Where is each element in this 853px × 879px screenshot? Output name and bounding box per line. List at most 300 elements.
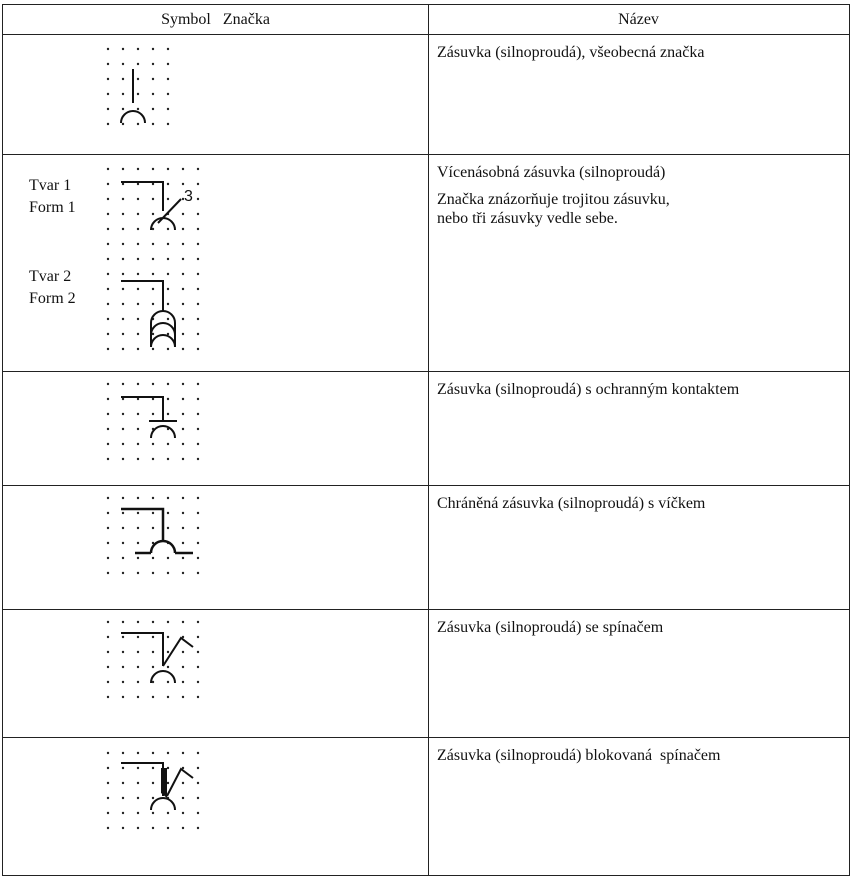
grid-dot: [137, 651, 139, 653]
grid-dot: [107, 228, 109, 230]
grid-dot: [107, 497, 109, 499]
grid-dot: [137, 78, 139, 80]
grid-dot: [152, 348, 154, 350]
grid-dot: [107, 78, 109, 80]
grid-dot: [167, 108, 169, 110]
grid-dot: [107, 123, 109, 125]
grid-dot: [197, 333, 199, 335]
grid-dot: [182, 243, 184, 245]
grid-dot: [152, 93, 154, 95]
grid-dot: [152, 303, 154, 305]
grid-dot: [107, 398, 109, 400]
grid-dot: [182, 288, 184, 290]
table-row: [3, 738, 849, 875]
grid-dot: [152, 572, 154, 574]
grid-dot: [197, 527, 199, 529]
grid-dot: [122, 168, 124, 170]
grid-dot: [182, 696, 184, 698]
grid-dot: [107, 752, 109, 754]
grid-dot: [167, 782, 169, 784]
grid-dot: [107, 621, 109, 623]
grid-dot: [122, 398, 124, 400]
grid-dot: [167, 93, 169, 95]
grid-dot: [167, 696, 169, 698]
grid-dot: [182, 318, 184, 320]
grid-dot: [137, 303, 139, 305]
grid-dot: [182, 213, 184, 215]
form2-de: Form 2: [29, 290, 76, 307]
grid-dot: [152, 183, 154, 185]
grid-dot: [122, 797, 124, 799]
grid-dot: [122, 428, 124, 430]
form1-de: Form 1: [29, 199, 76, 216]
grid-dot: [182, 621, 184, 623]
grid-dot: [107, 827, 109, 829]
grid-dot: [182, 398, 184, 400]
grid-dot: [167, 303, 169, 305]
grid-dot: [152, 557, 154, 559]
grid-dot: [197, 666, 199, 668]
grid-dot: [137, 383, 139, 385]
grid-dot: [182, 681, 184, 683]
grid-dot: [137, 258, 139, 260]
grid-dot: [122, 527, 124, 529]
grid-dot: [137, 198, 139, 200]
grid-dot: [107, 651, 109, 653]
grid-dot: [197, 228, 199, 230]
grid-dot: [167, 752, 169, 754]
grid-dot: [182, 512, 184, 514]
grid-dot: [182, 572, 184, 574]
grid-dot: [167, 812, 169, 814]
grid-dot: [152, 198, 154, 200]
grid-dot: [182, 651, 184, 653]
grid-dot: [197, 198, 199, 200]
grid-dot: [107, 782, 109, 784]
grid-dot: [137, 497, 139, 499]
header-symbol: Symbol Značka: [161, 11, 270, 28]
socket-general-symbol: [3, 35, 428, 155]
multiple-socket-symbol: [3, 155, 428, 372]
grid-dot: [137, 93, 139, 95]
symbol-cell: [3, 35, 428, 154]
grid-dot: [197, 497, 199, 499]
grid-dot: [152, 458, 154, 460]
grid-dot: [152, 827, 154, 829]
table-row: [3, 155, 849, 372]
grid-dot: [137, 443, 139, 445]
grid-dot: [182, 428, 184, 430]
grid-dot: [182, 258, 184, 260]
grid-dot: [137, 398, 139, 400]
grid-dot: [182, 273, 184, 275]
grid-dot: [122, 413, 124, 415]
table-row: [3, 35, 849, 155]
grid-dot: [122, 303, 124, 305]
symbol-cell: [3, 738, 428, 875]
grid-dot: [182, 752, 184, 754]
grid-dot: [152, 666, 154, 668]
grid-dot: [197, 782, 199, 784]
grid-dot: [167, 228, 169, 230]
grid-dot: [167, 168, 169, 170]
table-row: [3, 372, 849, 486]
grid-dot: [122, 696, 124, 698]
grid-dot: [167, 318, 169, 320]
grid-dot: [107, 213, 109, 215]
grid-dot: [107, 557, 109, 559]
grid-dot: [107, 93, 109, 95]
grid-dot: [107, 413, 109, 415]
grid-dot: [122, 542, 124, 544]
grid-dot: [152, 333, 154, 335]
grid-dot: [152, 273, 154, 275]
grid-dot: [197, 458, 199, 460]
grid-dot: [122, 636, 124, 638]
grid-dot: [152, 228, 154, 230]
grid-dot: [137, 228, 139, 230]
grid-dot: [122, 666, 124, 668]
grid-dot: [152, 123, 154, 125]
grid-dot: [197, 428, 199, 430]
grid-dot: [152, 108, 154, 110]
grid-dot: [167, 666, 169, 668]
grid-dot: [197, 557, 199, 559]
symbol-name: Vícenásobná zásuvka (silnoproudá): [437, 164, 666, 181]
grid-dot: [107, 168, 109, 170]
grid-dot: [197, 696, 199, 698]
grid-dot: [152, 48, 154, 50]
grid-dot: [122, 333, 124, 335]
grid-dot: [122, 458, 124, 460]
grid-dot: [167, 48, 169, 50]
grid-dot: [167, 497, 169, 499]
grid-dot: [137, 782, 139, 784]
grid-dot: [122, 318, 124, 320]
grid-dot: [107, 428, 109, 430]
grid-dot: [152, 78, 154, 80]
grid-dot: [122, 93, 124, 95]
grid-dot: [152, 782, 154, 784]
grid-dot: [107, 458, 109, 460]
grid-dot: [152, 752, 154, 754]
grid-dot: [122, 243, 124, 245]
symbol-name: Chráněná zásuvka (silnoproudá) s víčkem: [437, 495, 706, 512]
grid-dot: [137, 48, 139, 50]
description-cell: [437, 618, 841, 645]
form1-cz: Tvar 1: [29, 177, 72, 194]
symbol-cell: [3, 610, 428, 737]
grid-dot: [197, 827, 199, 829]
grid-dot: [197, 383, 199, 385]
grid-dot: [167, 123, 169, 125]
grid-dot: [137, 318, 139, 320]
grid-dot: [137, 512, 139, 514]
grid-dot: [152, 812, 154, 814]
grid-dot: [167, 383, 169, 385]
grid-dot: [137, 681, 139, 683]
grid-dot: [167, 636, 169, 638]
grid-dot: [137, 348, 139, 350]
grid-dot: [107, 696, 109, 698]
grid-dot: [122, 752, 124, 754]
grid-dot: [182, 497, 184, 499]
grid-dot: [107, 348, 109, 350]
grid-dot: [167, 458, 169, 460]
grid-dot: [107, 767, 109, 769]
grid-dot: [197, 443, 199, 445]
grid-dot: [197, 288, 199, 290]
grid-dot: [122, 443, 124, 445]
grid-dot: [197, 542, 199, 544]
grid-dot: [122, 681, 124, 683]
grid-dot: [197, 258, 199, 260]
socket-with-switch-symbol: [3, 610, 428, 738]
grid-dot: [122, 497, 124, 499]
grid-dot: [197, 636, 199, 638]
grid-dot: [107, 512, 109, 514]
grid-dot: [107, 666, 109, 668]
grid-dot: [122, 512, 124, 514]
description-cell: [437, 494, 841, 521]
grid-dot: [197, 348, 199, 350]
grid-dot: [107, 273, 109, 275]
grid-dot: [182, 458, 184, 460]
grid-dot: [152, 497, 154, 499]
grid-dot: [167, 243, 169, 245]
grid-dot: [107, 333, 109, 335]
grid-dot: [122, 258, 124, 260]
description-cell: [437, 43, 841, 70]
symbol-table: [2, 4, 850, 876]
grid-dot: [107, 48, 109, 50]
grid-dot: [122, 782, 124, 784]
grid-dot: [197, 797, 199, 799]
grid-dot: [122, 827, 124, 829]
grid-dot: [122, 288, 124, 290]
grid-dot: [152, 213, 154, 215]
symbol-name: Zásuvka (silnoproudá) se spínačem: [437, 619, 664, 636]
grid-dot: [167, 413, 169, 415]
grid-dot: [197, 168, 199, 170]
grid-dot: [137, 243, 139, 245]
grid-dot: [122, 123, 124, 125]
grid-dot: [137, 428, 139, 430]
grid-dot: [152, 168, 154, 170]
grid-dot: [122, 273, 124, 275]
grid-dot: [137, 108, 139, 110]
grid-dot: [107, 108, 109, 110]
grid-dot: [182, 666, 184, 668]
grid-dot: [122, 348, 124, 350]
grid-dot: [107, 527, 109, 529]
grid-dot: [107, 443, 109, 445]
grid-dot: [197, 512, 199, 514]
form2-cz: Tvar 2: [29, 268, 72, 285]
grid-dot: [137, 123, 139, 125]
grid-dot: [197, 767, 199, 769]
grid-dot: [197, 183, 199, 185]
grid-dot: [122, 183, 124, 185]
grid-dot: [182, 557, 184, 559]
grid-dot: [137, 333, 139, 335]
grid-dot: [182, 183, 184, 185]
grid-dot: [122, 651, 124, 653]
grid-dot: [137, 666, 139, 668]
grid-dot: [152, 63, 154, 65]
grid-dot: [122, 383, 124, 385]
grid-dot: [182, 333, 184, 335]
grid-dot: [122, 78, 124, 80]
grid-dot: [107, 383, 109, 385]
grid-dot: [182, 168, 184, 170]
grid-dot: [137, 542, 139, 544]
grid-dot: [122, 63, 124, 65]
grid-dot: [152, 527, 154, 529]
symbol-name: Zásuvka (silnoproudá), všeobecná značka: [437, 44, 705, 61]
grid-dots: [107, 48, 169, 125]
grid-dot: [107, 258, 109, 260]
grid-dot: [137, 63, 139, 65]
grid-dot: [122, 48, 124, 50]
grid-dot: [197, 812, 199, 814]
grid-dot: [137, 183, 139, 185]
header-name: Název: [618, 11, 659, 28]
grid-dot: [197, 621, 199, 623]
grid-dot: [167, 198, 169, 200]
grid-dot: [182, 228, 184, 230]
grid-dot: [167, 443, 169, 445]
grid-dot: [167, 651, 169, 653]
grid-dot: [107, 303, 109, 305]
grid-dot: [107, 288, 109, 290]
socket-protective-contact-symbol: [3, 372, 428, 486]
grid-dot: [197, 413, 199, 415]
grid-dot: [167, 681, 169, 683]
grid-dot: [152, 696, 154, 698]
grid-dot: [197, 752, 199, 754]
grid-dot: [167, 827, 169, 829]
grid-dot: [107, 243, 109, 245]
grid-dot: [167, 63, 169, 65]
grid-dot: [137, 557, 139, 559]
grid-dot: [167, 572, 169, 574]
grid-dot: [137, 572, 139, 574]
symbol-cell: [3, 155, 428, 371]
note-line-2: nebo tři zásuvky vedle sebe.: [437, 210, 618, 227]
grid-dot: [137, 213, 139, 215]
grid-dot: [137, 621, 139, 623]
grid-dot: [137, 767, 139, 769]
grid-dot: [197, 213, 199, 215]
grid-dot: [122, 812, 124, 814]
grid-dot: [122, 213, 124, 215]
grid-dot: [137, 797, 139, 799]
grid-dot: [167, 557, 169, 559]
table-header: [3, 5, 849, 35]
protected-socket-lid-symbol: [3, 486, 428, 610]
grid-dot: [107, 542, 109, 544]
grid-dot: [167, 288, 169, 290]
grid-dot: [107, 681, 109, 683]
symbol-cell: [3, 486, 428, 609]
grid-dot: [197, 398, 199, 400]
grid-dot: [182, 443, 184, 445]
grid-dot: [137, 636, 139, 638]
grid-dot: [122, 621, 124, 623]
grid-dot: [152, 636, 154, 638]
grid-dot: [152, 767, 154, 769]
grid-dot: [197, 243, 199, 245]
grid-dot: [182, 542, 184, 544]
symbol-cell: [3, 372, 428, 485]
grid-dot: [197, 318, 199, 320]
grid-dot: [122, 108, 124, 110]
grid-dot: [107, 636, 109, 638]
count-label: 3: [184, 188, 193, 205]
grid-dot: [137, 752, 139, 754]
grid-dot: [152, 243, 154, 245]
grid-dot: [182, 303, 184, 305]
symbol-name: Zásuvka (silnoproudá) blokovaná spínačem: [437, 747, 721, 764]
grid-dot: [152, 383, 154, 385]
grid-dot: [137, 812, 139, 814]
grid-dot: [182, 812, 184, 814]
grid-dot: [167, 273, 169, 275]
grid-dot: [137, 168, 139, 170]
grid-dot: [182, 413, 184, 415]
grid-dot: [167, 527, 169, 529]
grid-dot: [167, 767, 169, 769]
grid-dot: [167, 258, 169, 260]
grid-dot: [152, 413, 154, 415]
grid-dot: [167, 183, 169, 185]
grid-dot: [182, 527, 184, 529]
grid-dot: [107, 318, 109, 320]
grid-dot: [197, 303, 199, 305]
note-line-1: Značka znázorňuje trojitou zásuvku,: [437, 191, 670, 208]
grid-dot: [197, 572, 199, 574]
grid-dot: [197, 651, 199, 653]
grid-dot: [137, 458, 139, 460]
grid-dot: [152, 797, 154, 799]
grid-dot: [137, 273, 139, 275]
grid-dot: [122, 572, 124, 574]
grid-dot: [137, 527, 139, 529]
grid-dot: [182, 782, 184, 784]
grid-dot: [167, 621, 169, 623]
grid-dot: [197, 681, 199, 683]
grid-dot: [137, 696, 139, 698]
symbol-name: Zásuvka (silnoproudá) s ochranným kontaktem: [437, 381, 740, 398]
grid-dot: [152, 398, 154, 400]
grid-dot: [197, 273, 199, 275]
grid-dot: [167, 348, 169, 350]
grid-dot: [182, 797, 184, 799]
grid-dot: [137, 413, 139, 415]
grid-dot: [107, 63, 109, 65]
grid-dot: [107, 812, 109, 814]
grid-dot: [167, 398, 169, 400]
grid-dot: [152, 288, 154, 290]
socket-interlocked-switch-symbol: [3, 738, 428, 875]
grid-dot: [122, 198, 124, 200]
grid-dot: [122, 767, 124, 769]
grid-dot: [107, 797, 109, 799]
grid-dot: [122, 557, 124, 559]
grid-dot: [167, 78, 169, 80]
description-cell: [437, 746, 841, 773]
